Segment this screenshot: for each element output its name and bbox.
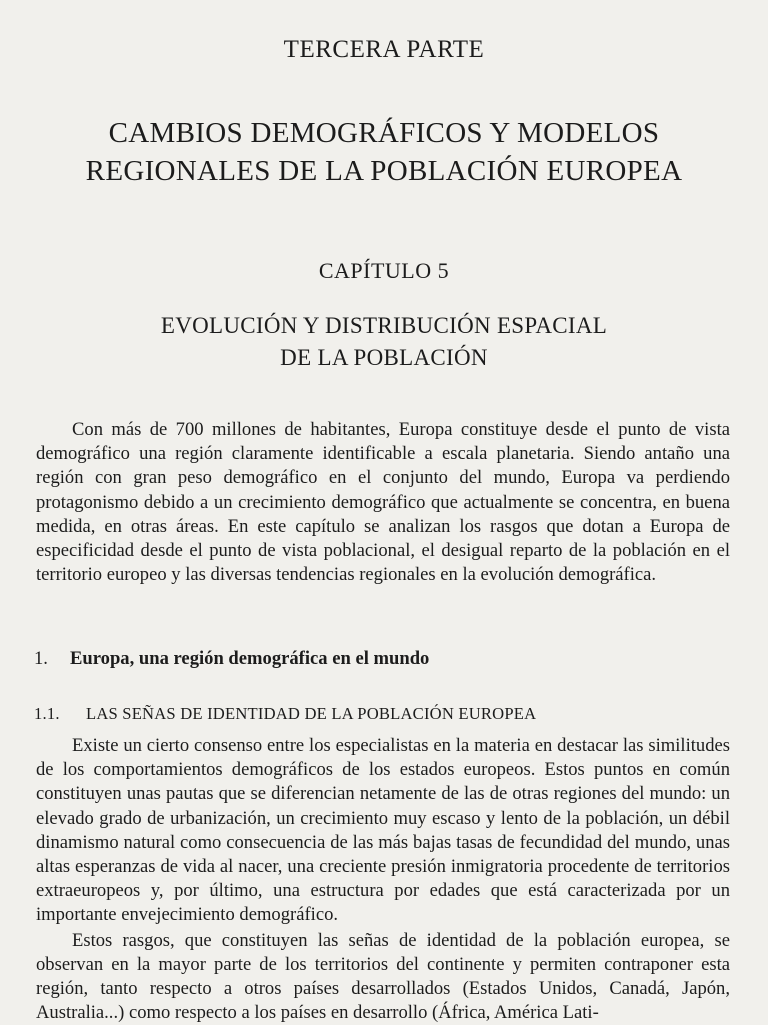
intro-paragraph: Con más de 700 millones de habitantes, Europa constituye desde el punto de vista demográfico una región claramente identificable a escala planetaria. Siendo antaño una región con gran peso demográfico en el conjunto del mundo, Europa va perdiendo protagonismo debido a un crecimiento demográfico que actualmente se concentra, en buena medida, en otras áreas. En este capítulo se analizan los rasgos que dotan a Europa de especificidad desde el punto de vista poblacional, el desigual reparto de la población en el territorio europeo y las diversas tendencias regionales en la evolución demográfica. [36, 419, 730, 586]
section-body [36, 734, 730, 1025]
part-title: TERCERA PARTE [283, 36, 485, 63]
main-title [0, 114, 768, 190]
subsection-number: 1.1. [34, 704, 60, 723]
body-paragraph: Estos rasgos, que constituyen las señas de identidad de la población europea, se observan en la mayor parte de los territorios del continente y permiten contraponer esta región, tanto respecto a otros países desarrollados (Estados Unidos, Canadá, Japón, Australia...) como respecto a los países en desarrollo (África, América Lati- [36, 929, 730, 1024]
chapter-title [0, 310, 768, 374]
section-number: 1. [34, 648, 48, 669]
main-title-line-1: CAMBIOS DEMOGRÁFICOS Y MODELOS [108, 117, 660, 149]
section-heading [34, 648, 429, 670]
subsection-title: LAS SEÑAS DE IDENTIDAD DE LA POBLACIÓN EUROPEA [86, 704, 537, 723]
chapter-label: CAPÍTULO 5 [318, 258, 450, 283]
main-title-line-2: REGIONALES DE LA POBLACIÓN EUROPEA [85, 155, 683, 187]
intro-section [36, 418, 730, 587]
chapter-title-line-1: EVOLUCIÓN Y DISTRIBUCIÓN ESPACIAL [160, 313, 608, 338]
chapter-title-line-2: DE LA POBLACIÓN [280, 345, 488, 370]
body-paragraph: Existe un cierto consenso entre los especialistas en la materia en destacar las similitudes de los comportamientos demográficos de los estados europeos. Estos puntos en común constituyen unas pautas que se diferencian netamente de las de otras regiones del mundo: un elevado grado de urbanización, un crecimiento muy escaso y lento de la población, un débil dinamismo natural como consecuencia de las más bajas tasas de fecundidad del mundo, unas altas esperanzas de vida al nacer, una creciente presión inmigratoria procedente de territorios extraeuropeos y, por último, una estructura por edades que está caracterizada por un importante envejecimiento demográfico. [36, 735, 730, 926]
subsection-heading [34, 704, 536, 724]
section-title: Europa, una región demográfica en el mundo [70, 648, 430, 669]
